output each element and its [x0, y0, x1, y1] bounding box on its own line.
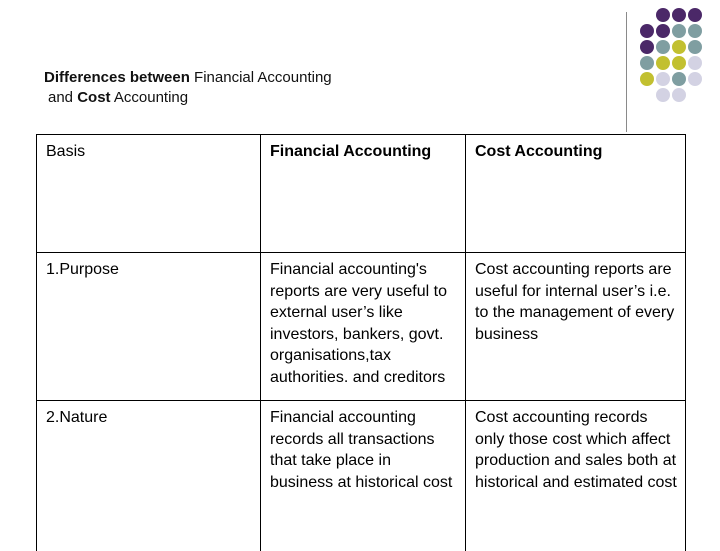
decorative-dot [656, 40, 670, 54]
decorative-dot [640, 40, 654, 54]
slide-title [44, 68, 332, 108]
cell-basis: 1.Purpose [37, 253, 261, 401]
decorative-dot [688, 8, 702, 22]
decorative-dot [688, 24, 702, 38]
cell-financial: Financial accounting records all transactions that take place in business at historical cost [261, 401, 466, 551]
cell-financial: Financial accounting's reports are very useful to external user’s like investors, bankers, govt. organisations,tax authorities. and creditors [261, 253, 466, 401]
decorative-dot [672, 40, 686, 54]
decorative-dot [640, 24, 654, 38]
cell-cost: Cost accounting reports are useful for internal user’s i.e. to the management of every business [466, 253, 686, 401]
decorative-dot [688, 56, 702, 70]
table-row [37, 401, 686, 551]
cell-cost: Cost accounting records only those cost which affect production and sales both at historical and estimated cost [466, 401, 686, 551]
title-line2-rest: Accounting [111, 89, 189, 106]
decorative-dot [672, 8, 686, 22]
title-line-2 [44, 88, 332, 108]
title-rest-part: Financial Accounting [190, 69, 332, 86]
title-line2-bold: Cost [77, 89, 110, 106]
title-bold-part: Differences between [44, 69, 190, 86]
decorative-dot [672, 72, 686, 86]
decorative-dot [656, 56, 670, 70]
table-row [37, 253, 686, 401]
header-cost-accounting: Cost Accounting [466, 135, 686, 253]
title-line-1 [44, 68, 332, 88]
cell-basis: 2.Nature [37, 401, 261, 551]
comparison-table [36, 134, 686, 551]
decorative-dot [640, 56, 654, 70]
decorative-dot [672, 88, 686, 102]
decorative-dot [656, 8, 670, 22]
header-basis: Basis [37, 135, 261, 253]
decorative-dot [656, 24, 670, 38]
table-header-row [37, 135, 686, 253]
decorative-dot [656, 88, 670, 102]
decorative-dot [640, 72, 654, 86]
header-financial-accounting: Financial Accounting [261, 135, 466, 253]
decorative-dot [688, 72, 702, 86]
decorative-dot [688, 40, 702, 54]
decorative-dot [672, 56, 686, 70]
decorative-dot [672, 24, 686, 38]
decorative-divider-line [626, 12, 627, 132]
decorative-dot [656, 72, 670, 86]
title-line2-prefix: and [48, 89, 77, 106]
